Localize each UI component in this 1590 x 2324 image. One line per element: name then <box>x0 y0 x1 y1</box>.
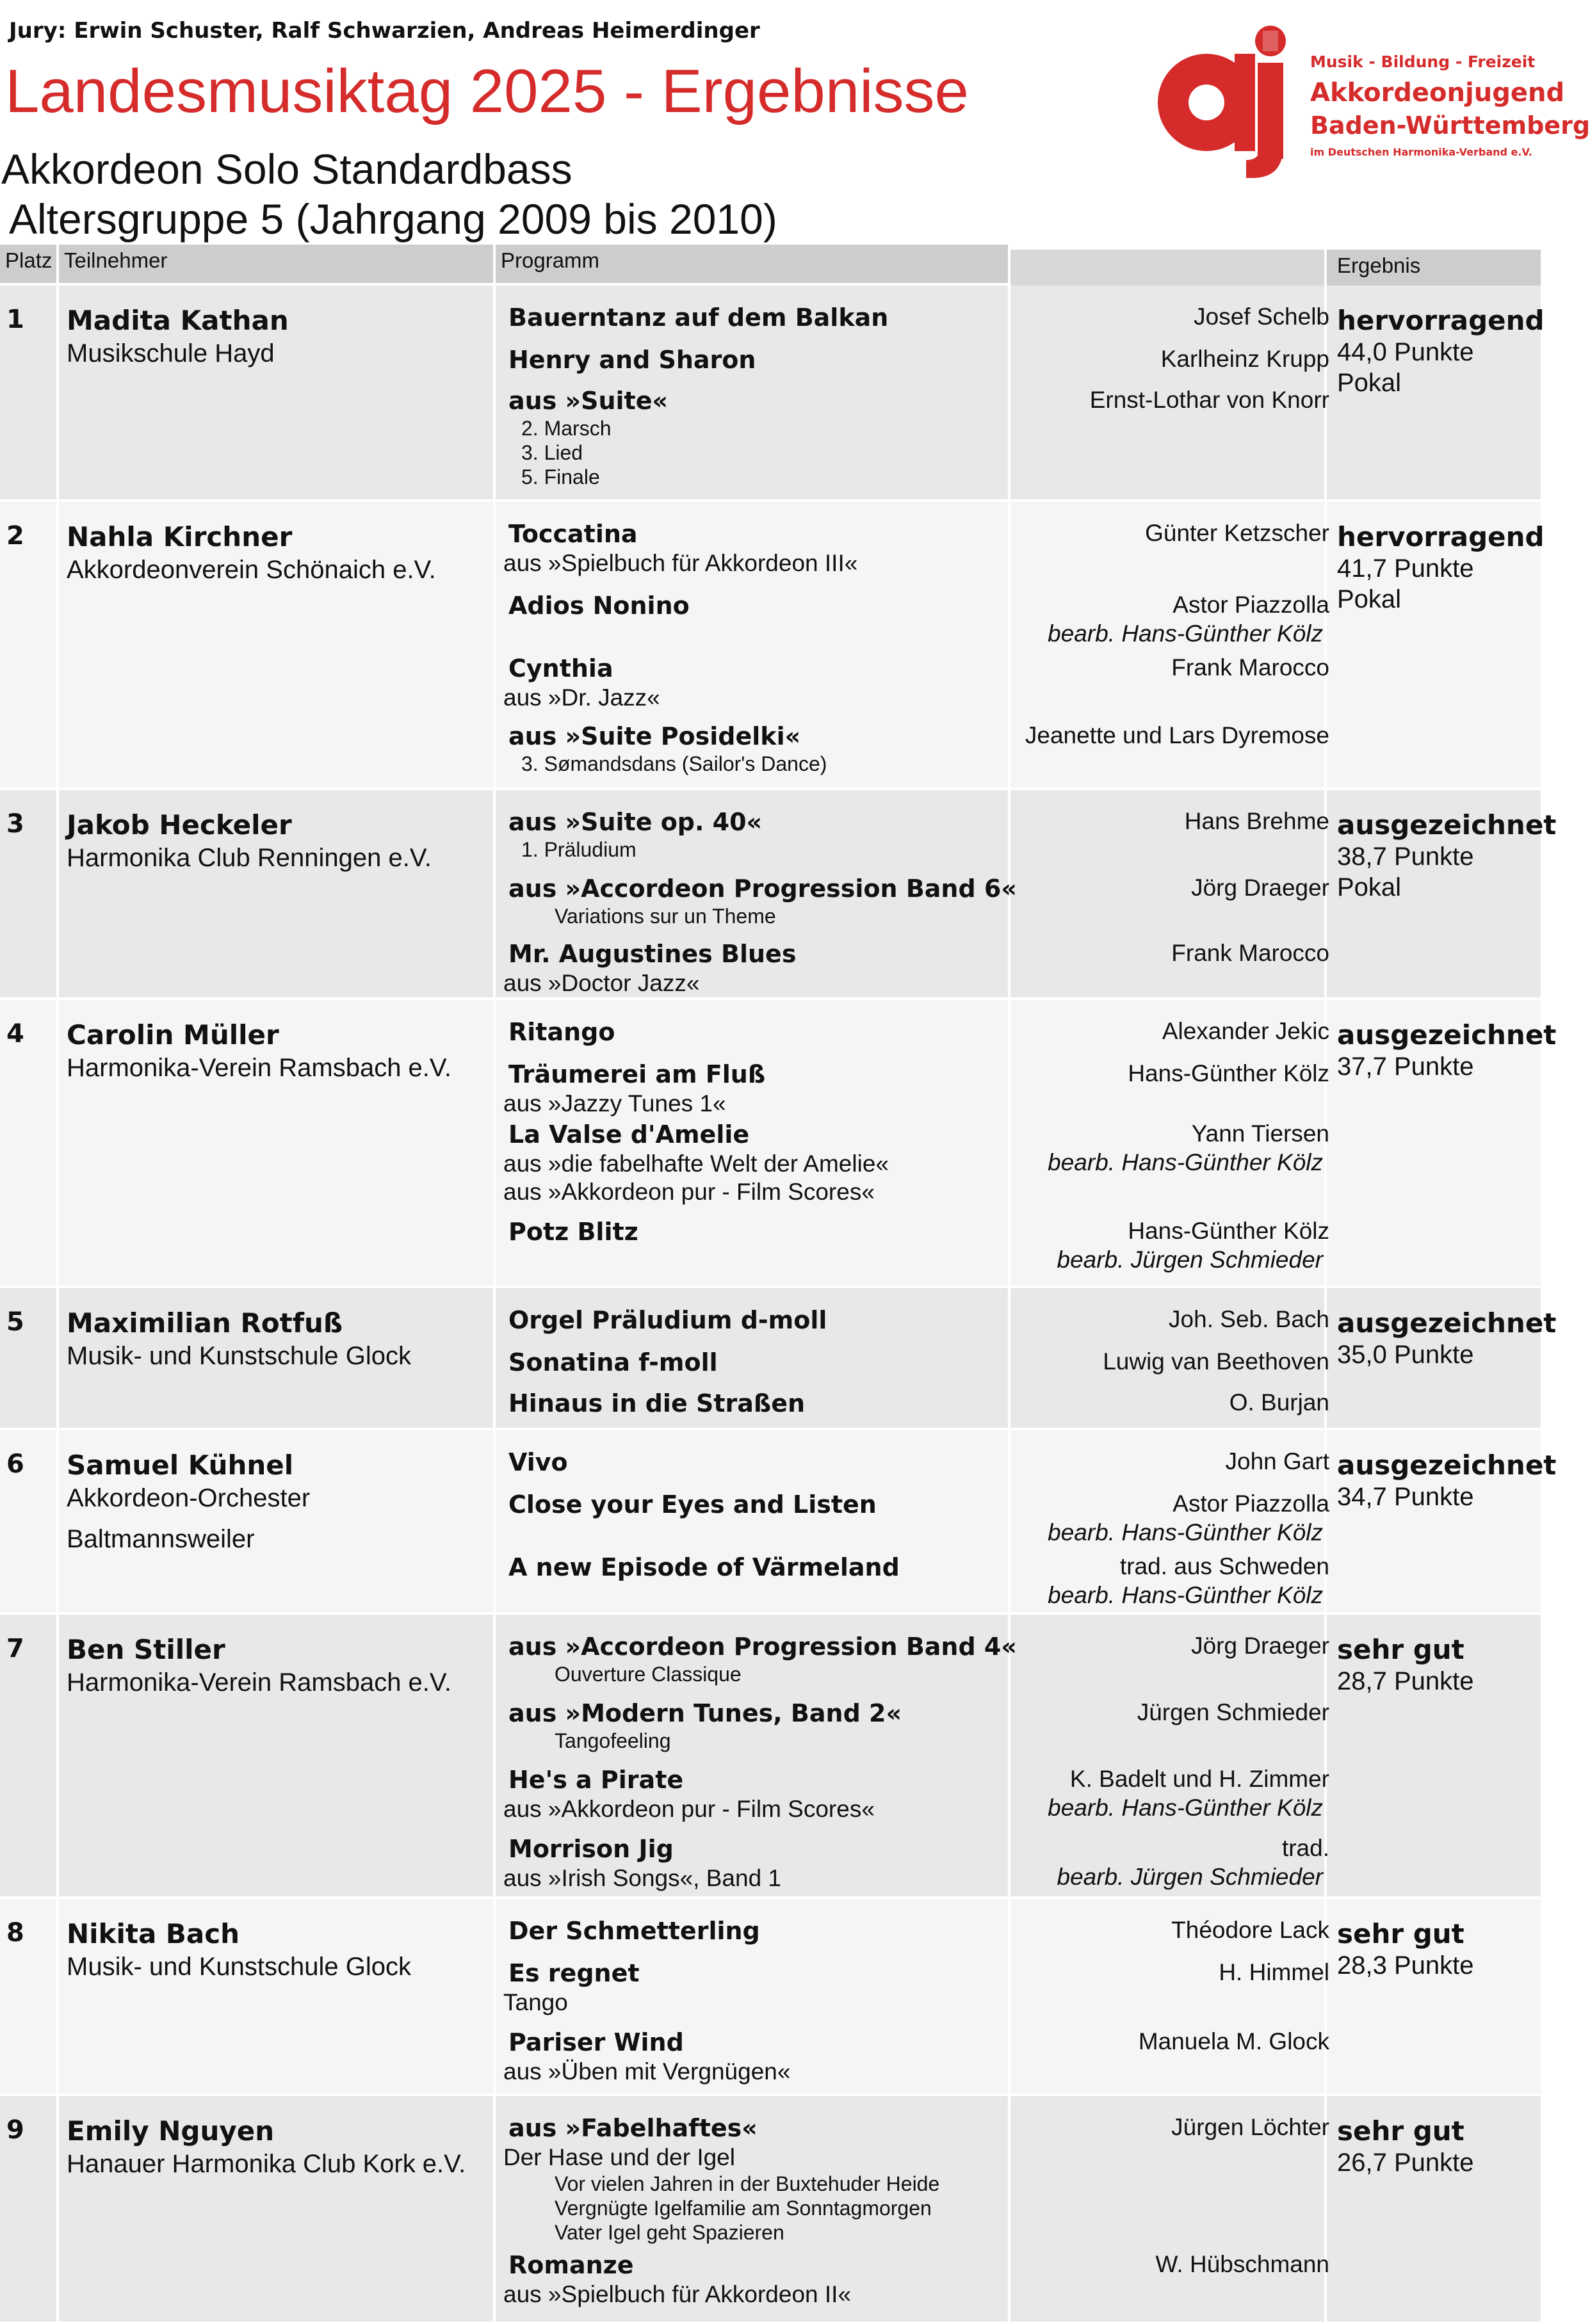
composer-name: Josef Schelb <box>1194 303 1329 330</box>
place-number: 9 <box>6 2115 24 2145</box>
piece-source: aus »Irish Songs«, Band 1 <box>503 1865 782 1891</box>
composer-name: Hans Brehme <box>1184 808 1329 834</box>
result-block <box>1337 1019 1556 1082</box>
composer-block <box>945 2113 1329 2142</box>
program-piece <box>503 1764 875 1823</box>
participant-name: Carolin Müller <box>67 1019 279 1051</box>
place-number: 6 <box>6 1449 24 1479</box>
piece-subtitle: Variations sur un Theme <box>555 905 776 928</box>
piece-title: Adios Nonino <box>508 592 690 620</box>
result-points: 35,0 Punkte <box>1337 1341 1474 1369</box>
program-piece <box>503 2113 940 2245</box>
piece-title: Potz Blitz <box>508 1218 638 1246</box>
table-header <box>0 245 1541 286</box>
age-group-title: Altersgruppe 5 (Jahrgang 2009 bis 2010) <box>9 195 777 243</box>
composer-name: W. Hübschmann <box>1155 2251 1329 2277</box>
place-number: 8 <box>6 1918 24 1948</box>
arranger-name: bearb. Hans-Günther Kölz <box>1048 1519 1323 1545</box>
composer-name: Astor Piazzolla <box>1172 1490 1329 1517</box>
place-number: 3 <box>6 809 24 839</box>
participant-name: Nahla Kirchner <box>67 521 293 553</box>
piece-title: Romanze <box>508 2251 634 2279</box>
result-points: 41,7 Punkte <box>1337 554 1474 583</box>
program-piece <box>508 721 827 776</box>
participant-name: Ben Stiller <box>67 1634 225 1665</box>
composer-block <box>945 1447 1329 1476</box>
piece-movement: 3. Lied <box>521 441 583 464</box>
program-piece <box>508 873 1017 928</box>
composer-name: trad. <box>1281 1835 1329 1861</box>
program-piece <box>508 590 690 621</box>
piece-title: aus »Accordeon Progression Band 4« <box>508 1633 1017 1661</box>
program-list <box>499 1615 1017 1899</box>
result-points: 28,3 Punkte <box>1337 1951 1474 1980</box>
page-title: Landesmusiktag 2025 - Ergebnisse <box>5 57 969 125</box>
result-points: 26,7 Punkte <box>1337 2149 1474 2177</box>
composer-block <box>945 385 1329 415</box>
program-piece <box>508 1489 877 1520</box>
program-piece <box>503 1119 889 1206</box>
piece-title: aus »Suite Posidelki« <box>508 722 801 750</box>
program-piece <box>503 653 660 712</box>
piece-title: Vivo <box>508 1448 568 1476</box>
piece-source: Tango <box>503 1989 568 2015</box>
composer-block <box>945 1764 1329 1822</box>
result-points: 28,7 Punkte <box>1337 1667 1474 1695</box>
table-row <box>0 286 1545 502</box>
program-piece <box>503 2027 791 2086</box>
table-row <box>0 1000 1557 1288</box>
composer-block <box>945 653 1329 682</box>
composer-name: Jeanette und Lars Dyremose <box>1025 722 1329 748</box>
piece-source: aus »Jazzy Tunes 1« <box>503 1090 726 1117</box>
table-row <box>0 2096 1541 2324</box>
result-award: Pokal <box>1337 873 1402 901</box>
composer-name: Hans-Günther Kölz <box>1128 1060 1329 1086</box>
program-piece <box>503 939 797 997</box>
composer-block <box>945 1388 1329 1417</box>
logo-tagline: Musik - Bildung - Freizeit <box>1310 52 1536 71</box>
piece-movement: Vor vielen Jahren in der Buxtehuder Heide <box>555 2172 940 2195</box>
participant-organization: Akkordeonverein Schönaich e.V. <box>67 556 436 584</box>
program-list <box>499 2096 1012 2324</box>
piece-title: He's a Pirate <box>508 1766 684 1794</box>
composer-block <box>945 1216 1329 1274</box>
piece-title: Ritango <box>508 1018 615 1046</box>
composer-name: Günter Ketzscher <box>1145 520 1329 546</box>
program-piece <box>508 1017 615 1047</box>
arranger-name: bearb. Jürgen Schmieder <box>1057 1864 1323 1890</box>
piece-title: Morrison Jig <box>508 1835 674 1863</box>
piece-title: Der Schmetterling <box>508 1917 760 1945</box>
program-piece <box>503 519 858 577</box>
composer-name: K. Badelt und H. Zimmer <box>1069 1766 1329 1792</box>
piece-title: Henry and Sharon <box>508 346 756 374</box>
composer-block <box>945 721 1329 750</box>
program-piece <box>508 807 762 862</box>
piece-title: Sonatina f-moll <box>508 1348 718 1376</box>
composer-name: Manuela M. Glock <box>1138 2028 1329 2054</box>
participant-name: Jakob Heckeler <box>67 809 292 841</box>
participant-organization: Harmonika Club Renningen e.V. <box>67 844 432 872</box>
piece-title: Close your Eyes and Listen <box>508 1490 877 1519</box>
piece-title: aus »Fabelhaftes« <box>508 2114 758 2142</box>
result-grade: ausgezeichnet <box>1337 1449 1557 1481</box>
composer-block <box>945 1698 1329 1727</box>
composer-name: Astor Piazzolla <box>1172 592 1329 618</box>
program-piece <box>508 1631 1017 1686</box>
place-number: 5 <box>6 1307 24 1337</box>
piece-title: Hinaus in die Straßen <box>508 1389 806 1417</box>
participant-name: Samuel Kühnel <box>67 1449 294 1481</box>
piece-movement: 1. Präludium <box>521 838 637 861</box>
piece-movement: Vater Igel geht Spazieren <box>555 2221 784 2244</box>
piece-title: aus »Accordeon Progression Band 6« <box>508 875 1017 903</box>
composer-name: Yann Tiersen <box>1191 1120 1329 1147</box>
participant-organization: Musik- und Kunstschule Glock <box>67 1953 412 1981</box>
composer-name: Jörg Draeger <box>1191 875 1329 901</box>
result-block <box>1337 1307 1556 1370</box>
program-piece <box>508 1698 902 1753</box>
logo-name-line1: Akkordeonjugend <box>1310 78 1565 108</box>
result-grade: hervorragend <box>1337 305 1545 336</box>
composer-block <box>945 807 1329 836</box>
composer-block <box>945 590 1329 648</box>
result-grade: ausgezeichnet <box>1337 809 1557 841</box>
program-list <box>499 502 1012 790</box>
piece-title: aus »Suite op. 40« <box>508 808 763 836</box>
piece-title: Bauerntanz auf dem Balkan <box>508 303 889 332</box>
program-piece <box>508 1305 827 1335</box>
composer-name: trad. aus Schweden <box>1119 1553 1329 1579</box>
composer-name: Ernst-Lothar von Knorr <box>1089 387 1329 413</box>
participant-organization: Musik- und Kunstschule Glock <box>67 1342 412 1370</box>
result-award: Pokal <box>1337 585 1402 613</box>
piece-title: Es regnet <box>508 1959 640 1987</box>
arranger-name: bearb. Jürgen Schmieder <box>1057 1247 1323 1273</box>
composer-block <box>945 2027 1329 2056</box>
participant-organization: Musikschule Hayd <box>67 339 275 367</box>
piece-movement: 3. Sømandsdans (Sailor's Dance) <box>521 752 827 775</box>
aj-logo-icon <box>1150 18 1307 184</box>
piece-movement: Vergnügte Igelfamilie am Sonntagmorgen <box>555 2197 932 2220</box>
header-result: Ergebnis <box>1327 250 1541 288</box>
piece-source: aus »Akkordeon pur - Film Scores« <box>503 1796 875 1822</box>
participant-organization: Hanauer Harmonika Club Kork e.V. <box>67 2150 466 2178</box>
composer-name: Luwig van Beethoven <box>1103 1348 1329 1375</box>
participant-name: Madita Kathan <box>67 305 289 336</box>
header-composer <box>1010 250 1324 288</box>
piece-title: A new Episode of Värmeland <box>508 1553 900 1581</box>
arranger-name: bearb. Hans-Günther Kölz <box>1048 1149 1323 1175</box>
composer-name: Karlheinz Krupp <box>1160 346 1329 372</box>
result-block <box>1337 1634 1474 1697</box>
akkordeonjugend-logo <box>1150 18 1590 184</box>
piece-title: Toccatina <box>508 520 638 548</box>
logo-name-line2: Baden-Württemberg <box>1310 111 1590 140</box>
composer-name: Frank Marocco <box>1171 940 1329 966</box>
participant-name: Nikita Bach <box>67 1918 240 1949</box>
result-block <box>1337 809 1556 903</box>
composer-block <box>945 2250 1329 2279</box>
result-grade: ausgezeichnet <box>1337 1307 1557 1339</box>
result-block <box>1337 521 1545 615</box>
table-row <box>0 1899 1541 2096</box>
composer-name: Jürgen Schmieder <box>1137 1699 1329 1725</box>
composer-block <box>945 1552 1329 1610</box>
composer-name: H. Himmel <box>1219 1959 1329 1985</box>
composer-name: Alexander Jekic <box>1162 1018 1329 1044</box>
composer-block <box>945 344 1329 374</box>
composer-block <box>945 1059 1329 1088</box>
program-list <box>499 1288 1012 1430</box>
composer-name: O. Burjan <box>1229 1389 1329 1416</box>
program-piece <box>503 2250 852 2309</box>
header-place: Platz <box>0 245 56 283</box>
result-block <box>1337 2115 1474 2178</box>
result-grade: sehr gut <box>1337 1634 1464 1665</box>
piece-source: aus »Spielbuch für Akkordeon II« <box>503 2281 852 2307</box>
piece-title: Orgel Präludium d-moll <box>508 1306 827 1334</box>
program-list <box>499 286 1012 502</box>
table-row <box>0 1430 1557 1615</box>
composer-block <box>945 1958 1329 1987</box>
place-number: 7 <box>6 1634 24 1663</box>
program-list <box>499 1000 1012 1288</box>
result-points: 34,7 Punkte <box>1337 1483 1474 1511</box>
composer-name: Joh. Seb. Bach <box>1169 1306 1329 1332</box>
program-list <box>499 1899 1012 2096</box>
piece-title: Pariser Wind <box>508 2028 684 2056</box>
composer-block <box>945 519 1329 548</box>
composer-block <box>945 1119 1329 1177</box>
arranger-name: bearb. Hans-Günther Kölz <box>1048 1582 1323 1608</box>
result-award: Pokal <box>1337 369 1402 397</box>
piece-movement: 5. Finale <box>521 465 600 488</box>
result-block <box>1337 1449 1556 1512</box>
program-list <box>499 790 1017 1000</box>
table-row <box>0 502 1545 790</box>
result-grade: sehr gut <box>1337 2115 1464 2147</box>
participant-organization-line2: Baltmannsweiler <box>67 1525 255 1553</box>
result-block <box>1337 305 1545 398</box>
piece-subtitle: Ouverture Classique <box>555 1663 742 1686</box>
composer-name: Jürgen Löchter <box>1171 2114 1329 2140</box>
piece-source: aus »Dr. Jazz« <box>503 684 660 711</box>
program-list <box>499 1430 1012 1615</box>
jury-line: Jury: Erwin Schuster, Ralf Schwarzien, Andreas Heimerdinger <box>9 18 760 44</box>
place-number: 1 <box>6 305 24 334</box>
program-piece <box>503 1958 640 2017</box>
piece-source: aus »Spielbuch für Akkordeon III« <box>503 550 858 576</box>
participant-name: Emily Nguyen <box>67 2115 275 2147</box>
result-grade: sehr gut <box>1337 1918 1464 1949</box>
program-piece <box>508 1347 718 1378</box>
participant-name: Maximilian Rotfuß <box>67 1307 343 1339</box>
piece-source: aus »Akkordeon pur - Film Scores« <box>503 1179 875 1205</box>
piece-title: aus »Modern Tunes, Band 2« <box>508 1699 902 1727</box>
piece-title: Träumerei am Fluß <box>508 1060 766 1088</box>
program-piece <box>508 1447 568 1478</box>
table-row <box>0 790 1557 1000</box>
header-program: Programm <box>496 245 1008 283</box>
composer-block <box>945 1489 1329 1547</box>
composer-block <box>945 1347 1329 1376</box>
composer-block <box>945 873 1329 903</box>
composer-block <box>945 1305 1329 1334</box>
piece-source: aus »die fabelhafte Welt der Amelie« <box>503 1150 889 1177</box>
category-title: Akkordeon Solo Standardbass <box>1 145 572 193</box>
program-piece <box>508 302 888 333</box>
composer-name: Jörg Draeger <box>1191 1633 1329 1659</box>
composer-block <box>945 1017 1329 1046</box>
piece-source: aus »Doctor Jazz« <box>503 970 700 996</box>
participant-organization: Akkordeon-Orchester <box>67 1484 311 1512</box>
piece-title: Mr. Augustines Blues <box>508 940 797 968</box>
piece-title: La Valse d'Amelie <box>508 1120 750 1149</box>
composer-name: Frank Marocco <box>1171 654 1329 681</box>
place-number: 4 <box>6 1019 24 1049</box>
program-piece <box>503 1834 782 1892</box>
participant-organization: Harmonika-Verein Ramsbach e.V. <box>67 1668 452 1697</box>
piece-movement: 2. Marsch <box>521 417 612 440</box>
arranger-name: bearb. Hans-Günther Kölz <box>1048 620 1323 647</box>
program-piece <box>508 1916 760 1946</box>
program-piece <box>508 1388 805 1419</box>
piece-source: aus »Üben mit Vergnügen« <box>503 2058 791 2085</box>
composer-block <box>945 302 1329 332</box>
piece-title: aus »Suite« <box>508 387 669 415</box>
header-participant: Teilnehmer <box>59 245 493 283</box>
composer-block <box>945 1631 1329 1661</box>
result-points: 38,7 Punkte <box>1337 843 1474 871</box>
program-piece <box>508 1216 638 1247</box>
composer-name: John Gart <box>1225 1448 1329 1474</box>
composer-name: Théodore Lack <box>1171 1917 1329 1943</box>
place-number: 2 <box>6 521 24 551</box>
program-piece <box>508 385 668 489</box>
result-points: 44,0 Punkte <box>1337 338 1474 366</box>
program-piece <box>508 1552 900 1583</box>
composer-block <box>945 1834 1329 1891</box>
result-grade: hervorragend <box>1337 521 1545 553</box>
program-piece <box>503 1059 766 1118</box>
result-grade: ausgezeichnet <box>1337 1019 1557 1051</box>
table-row <box>0 1615 1541 1899</box>
participant-organization: Harmonika-Verein Ramsbach e.V. <box>67 1054 452 1082</box>
composer-block <box>945 1916 1329 1945</box>
piece-source: Der Hase und der Igel <box>503 2144 735 2170</box>
logo-association: im Deutschen Harmonika-Verband e.V. <box>1310 146 1532 158</box>
table-row <box>0 1288 1557 1430</box>
result-points: 37,7 Punkte <box>1337 1053 1474 1081</box>
composer-name: Hans-Günther Kölz <box>1128 1218 1329 1244</box>
piece-subtitle: Tangofeeling <box>555 1729 671 1752</box>
piece-title: Cynthia <box>508 654 613 682</box>
composer-block <box>945 939 1329 968</box>
program-piece <box>508 344 756 375</box>
arranger-name: bearb. Hans-Günther Kölz <box>1048 1795 1323 1821</box>
result-block <box>1337 1918 1474 1981</box>
